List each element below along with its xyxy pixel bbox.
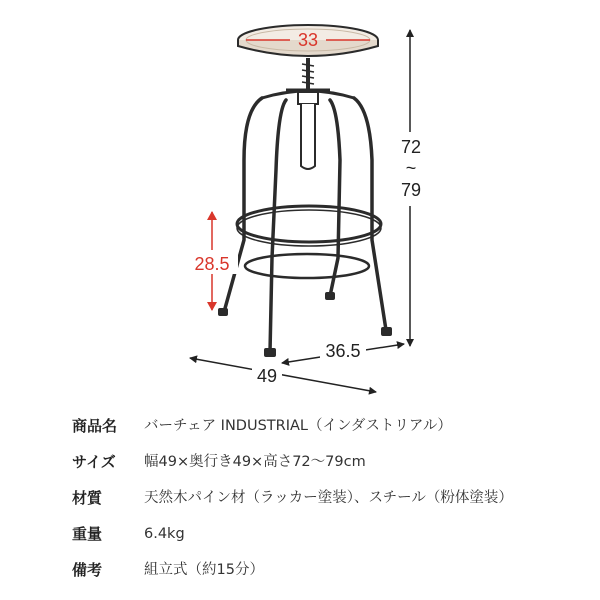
stool-screw-column (286, 58, 330, 169)
height-label-bottom: 79 (400, 180, 422, 200)
spec-row-material (72, 488, 572, 524)
spec-row-size (72, 452, 572, 488)
height-label-top: 72 (400, 137, 422, 157)
footrest-height-label: 28.5 (194, 254, 230, 274)
spec-table (72, 416, 572, 596)
seat-diameter-label: 33 (297, 30, 319, 50)
width-label: 49 (256, 366, 278, 386)
stool-foot-ring (237, 206, 381, 246)
spec-row-weight (72, 524, 572, 560)
spec-label: 備考 (72, 561, 103, 579)
spec-row-product-name (72, 416, 572, 452)
spec-value: バーチェア INDUSTRIAL（インダストリアル） (144, 418, 452, 434)
spec-row-notes (72, 560, 572, 596)
height-label-tilde: ~ (405, 158, 417, 178)
spec-value: 6.4kg (144, 526, 185, 542)
spec-label: サイズ (72, 453, 116, 471)
spec-value: 組立式（約15分） (144, 562, 264, 578)
depth-label: 36.5 (325, 341, 361, 361)
spec-label: 重量 (72, 525, 103, 543)
spec-value: 幅49×奥行き49×高さ72〜79cm (144, 454, 366, 470)
stool-lower-ring (245, 254, 369, 278)
spec-value: 天然木パイン材（ラッカー塗装）、スチール（粉体塗装） (144, 490, 513, 506)
spec-label: 商品名 (72, 417, 118, 435)
spec-label: 材質 (72, 489, 103, 507)
